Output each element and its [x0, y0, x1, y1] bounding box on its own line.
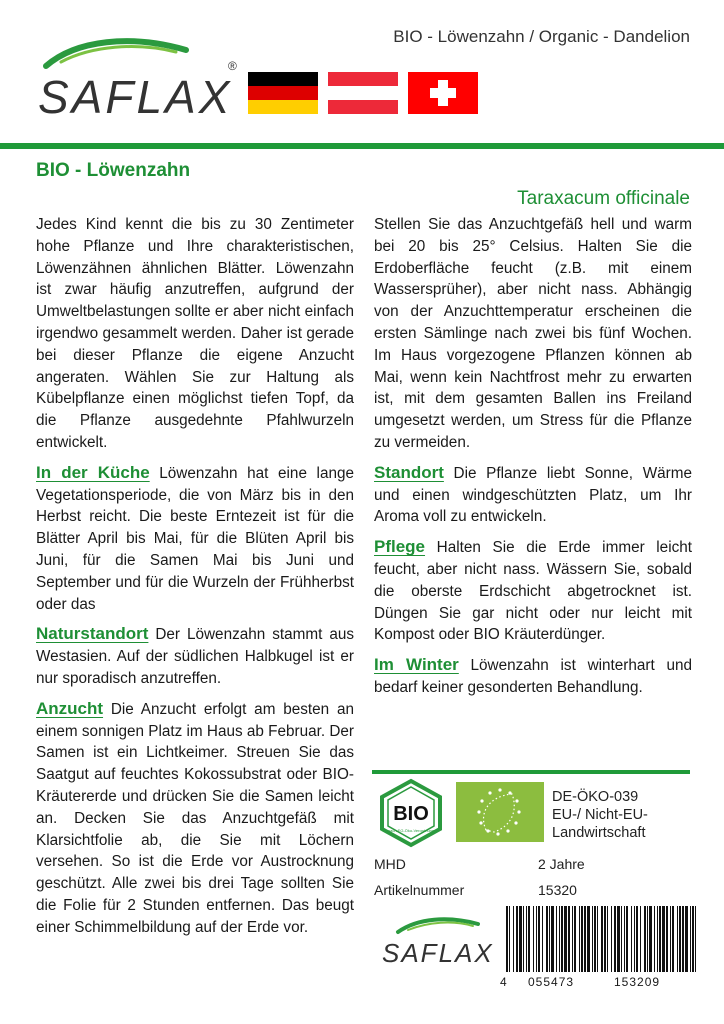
- barcode-digits-group1: 055473: [528, 975, 575, 989]
- barcode-bar: [572, 906, 573, 972]
- habitat-heading: Naturstandort: [36, 624, 149, 644]
- barcode-bar: [640, 906, 641, 972]
- location-heading: Standort: [374, 462, 444, 482]
- barcode-bar: [506, 906, 508, 972]
- barcode-bar: [636, 906, 638, 972]
- barcode-bar: [551, 906, 554, 972]
- barcode-bar: [679, 906, 681, 972]
- eu-organic-leaf-icon: [456, 782, 544, 842]
- intro-paragraph: Jedes Kind kennt die bis zu 30 Zentimeter hohe Pflanze und Ihre charakteristischen, Löwenzähnen ähnlichen Blätter. Löwenzahn ist zwar häufig anzutreffen, aufgrund der Umweltbelastungen sollte er aber nicht einfach irgendwo gesammelt werden. Daher ist gerade bei dieser Pflanze die eigene Anzucht angeraten. Wählen Sie zur Haltung als Kübelpflanze einen möglichst tiefen Topf, da die Pflanze ausgedehnte Pfahlwurzeln entwickelt.: [36, 216, 354, 451]
- barcode-bar: [631, 906, 632, 972]
- barcode: [500, 906, 700, 976]
- care-heading: Pflege: [374, 537, 426, 557]
- barcode-bar: [662, 906, 665, 972]
- certification-divider: [372, 770, 690, 774]
- kitchen-text: Löwenzahn hat eine lange Vegetationsperiode, die von März bis in den Herbst reicht. Die beste Erntezeit ist für die Blätter April bis Mai, für die Blüten April bis Juni, für die Samen Mai bis Juni und September und für die Wurzeln der Frühherbst oder das: [36, 464, 354, 613]
- barcode-bar: [621, 906, 622, 972]
- barcode-bar: [536, 906, 537, 972]
- barcode-bar: [601, 906, 603, 972]
- cert-origin: EU-/ Nicht-EU-: [552, 807, 648, 823]
- barcode-bar: [607, 906, 608, 972]
- barcode-bar: [634, 906, 635, 972]
- winter-heading: Im Winter: [374, 655, 459, 675]
- barcode-bar: [594, 906, 596, 972]
- barcode-bar: [584, 906, 586, 972]
- barcode-bar: [670, 906, 671, 972]
- barcode-bar: [526, 906, 527, 972]
- saflax-logo-small: [378, 910, 498, 970]
- barcode-bar: [564, 906, 567, 972]
- barcode-bar: [626, 906, 628, 972]
- habitat-text: Der Löwenzahn stammt aus Westasien. Auf der südlichen Halbkugel ist er nur sporadisch anzutreffen.: [36, 626, 354, 687]
- mhd-value: 2 Jahre: [538, 856, 585, 872]
- cert-agriculture: Landwirtschaft: [552, 825, 646, 841]
- barcode-bar: [559, 906, 560, 972]
- kitchen-section: [36, 462, 354, 616]
- barcode-bar: [682, 906, 684, 972]
- barcode-bar: [611, 906, 612, 972]
- care-section: [374, 536, 692, 646]
- brand-text-small: SAFLAX: [382, 938, 494, 968]
- barcode-bar: [659, 906, 661, 972]
- article-number-value: 15320: [538, 882, 577, 898]
- header-divider: [0, 143, 724, 149]
- winter-section: [374, 654, 692, 699]
- location-text: Die Pflanze liebt Sonne, Wärme und einen windgeschützten Platz, um Ihr Aroma voll zu entwickeln.: [374, 464, 692, 526]
- article-number-label: Artikelnummer: [374, 882, 465, 898]
- barcode-bar: [513, 906, 514, 972]
- barcode-bar: [538, 906, 540, 972]
- barcode-bar: [542, 906, 543, 972]
- barcode-bar: [604, 906, 606, 972]
- barcode-bar: [685, 906, 688, 972]
- cert-code: DE-ÖKO-039: [552, 789, 639, 805]
- barcode-digit-first: 4: [500, 975, 507, 989]
- growing-heading: Anzucht: [36, 698, 104, 718]
- barcode-bar: [509, 906, 510, 972]
- barcode-bar: [654, 906, 655, 972]
- barcode-bar: [666, 906, 668, 972]
- certification-info: [552, 788, 648, 842]
- barcode-bar: [556, 906, 557, 972]
- growing-text: Die Anzucht erfolgt am besten an einem sonnigen Platz im Haus ab Februar. Der Samen ist ein Lichtkeimer. Streuen Sie das Saatgut auf feuchtes Kokossubstrat oder BIO-Kräutererde und drücken Sie die Samen leicht an. Decken Sie das Anzuchtgefäß mit Klarsichtfolie ab, die Sie mit Löchern versehen. So ist die Erde vor Austrocknung geschützt. Alle zwei bis drei Tage sollten Sie die Folie für 2 Stunden entfernen. Das beugt einer Schimmelbildung auf der Erde vor.: [36, 700, 354, 936]
- winter-text: Löwenzahn ist winterhart und bedarf keiner gesonderten Behandlung.: [374, 657, 693, 696]
- barcode-bar: [597, 906, 598, 972]
- barcode-bar: [549, 906, 550, 972]
- kitchen-heading: In der Küche: [36, 462, 150, 482]
- barcode-bar: [533, 906, 534, 972]
- barcode-bar: [617, 906, 620, 972]
- left-column: [36, 214, 354, 947]
- barcode-bar: [568, 906, 570, 972]
- barcode-bar: [647, 906, 648, 972]
- habitat-section: [36, 623, 354, 689]
- barcode-bar: [695, 906, 696, 972]
- location-section: [374, 462, 692, 528]
- bio-seal-small-text: nach EG-Öko-Verordnung: [387, 828, 435, 833]
- barcode-bar: [581, 906, 583, 972]
- header-title: BIO - Löwenzahn / Organic - Dandelion: [393, 27, 690, 46]
- barcode-bar: [579, 906, 580, 972]
- switzerland-flag-icon: [408, 72, 478, 114]
- barcode-bar: [519, 906, 522, 972]
- barcode-bar: [644, 906, 646, 972]
- saflax-logo: [36, 28, 241, 123]
- brand-text: SAFLAX: [38, 71, 233, 123]
- barcode-bar: [624, 906, 625, 972]
- barcode-bar: [672, 906, 674, 972]
- barcode-digits-group2: 153209: [614, 975, 661, 989]
- barcode-bar: [561, 906, 563, 972]
- barcode-bar: [692, 906, 694, 972]
- barcode-bar: [523, 906, 524, 972]
- barcode-bar: [677, 906, 678, 972]
- page-title: BIO - Löwenzahn: [36, 160, 191, 181]
- registered-mark: ®: [228, 59, 237, 73]
- barcode-bar: [546, 906, 548, 972]
- bio-seal-icon: [376, 778, 446, 848]
- barcode-bar: [657, 906, 658, 972]
- barcode-bar: [587, 906, 590, 972]
- germany-flag-icon: [248, 72, 318, 114]
- barcode-bar: [574, 906, 576, 972]
- barcode-bar: [614, 906, 616, 972]
- barcode-bar: [649, 906, 652, 972]
- care-text: Halten Sie die Erde immer leicht feucht, aber nicht nass. Wässern Sie, sobald die oberste Erdschicht abgetrocknet ist. Düngen Sie gar nicht oder nur leicht mit Kompost oder BIO Kräuterdünger.: [374, 539, 692, 644]
- barcode-bar: [592, 906, 593, 972]
- mhd-label: MHD: [374, 856, 406, 872]
- austria-flag-icon: [328, 72, 398, 114]
- growing-section: [36, 698, 354, 939]
- right-column: [374, 214, 692, 707]
- bio-seal-text: BIO: [393, 803, 429, 825]
- sowing-paragraph: Stellen Sie das Anzuchtgefäß hell und warm bei 20 bis 25° Celsius. Halten Sie die Erdoberfläche feucht (z.B. mit einem Wassersprüher), aber nicht nass. Abhängig von der Anzuchttemperatur erscheinen die ersten Sämlinge nach zwei bis fünf Wochen. Im Haus vorgezogene Pflanzen können ab Mai, wenn kein Nachtfrost mehr zu erwarten ist, mit dem gesamten Ballen ins Freiland umgesetzt werden, um Stress für die Pflanze zu vermeiden.: [374, 216, 692, 451]
- barcode-bar: [528, 906, 530, 972]
- barcode-bar: [516, 906, 518, 972]
- barcode-bar: [690, 906, 691, 972]
- latin-name: Taraxacum officinale: [517, 188, 690, 209]
